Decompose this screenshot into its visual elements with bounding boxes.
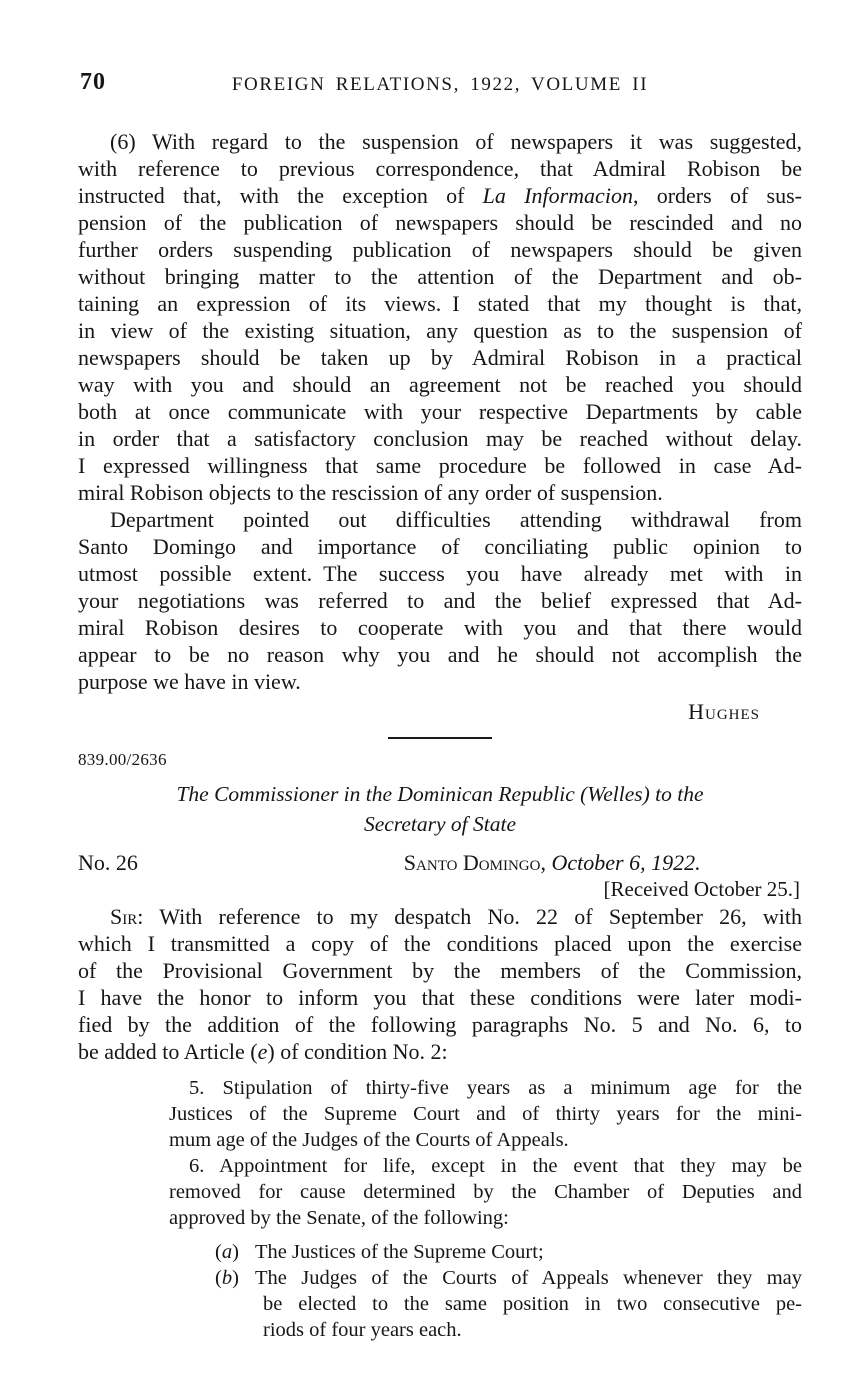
text-line: Sir: With reference to my despatch No. 22 of September 26, with <box>110 904 802 929</box>
dateline-place: Santo Domingo, <box>403 850 546 875</box>
page-header <box>78 69 802 100</box>
list-marker: (a) <box>215 1241 239 1263</box>
telegram-body <box>78 128 802 695</box>
text-line: Department pointed out difficulties attending withdrawal from <box>110 507 802 532</box>
text-line: utmost possible extent. The success you have already met with in <box>78 561 802 586</box>
text-line: be added to Article (e) of condition No. 2: <box>78 1039 448 1064</box>
text-line: I expressed willingness that same procedure be followed in case Ad- <box>78 453 802 478</box>
text-line: purpose we have in view. <box>78 669 301 694</box>
text-line: taining an expression of its views. I stated that my thought is that, <box>78 291 802 316</box>
paragraph <box>78 903 802 1065</box>
paragraph <box>215 1265 802 1343</box>
text-line: removed for cause determined by the Chamber of Deputies and <box>169 1181 802 1203</box>
text-line: 5. Stipulation of thirty-five years as a minimum age for the <box>189 1077 802 1099</box>
paragraph <box>78 128 802 506</box>
running-header: FOREIGN RELATIONS, 1922, VOLUME II <box>231 74 649 95</box>
file-number: 839.00/2636 <box>78 750 167 769</box>
paragraph <box>169 1075 802 1153</box>
text-line: your negotiations was referred to and the belief expressed that Ad- <box>78 588 802 613</box>
despatch-body <box>78 903 802 1065</box>
despatch-extract <box>169 1075 802 1343</box>
text-line: Justices of the Supreme Court and of thirty years for the mini- <box>169 1103 802 1125</box>
text-line: (b) The Judges of the Courts of Appeals whenever they may <box>215 1267 802 1289</box>
text-line: instructed that, with the exception of La Informacion, orders of sus- <box>78 183 802 208</box>
text-line: way with you and should an agreement not be reached you should <box>78 372 802 397</box>
paragraph <box>78 506 802 695</box>
signature-hughes: Hughes <box>688 699 760 724</box>
text-line: (a) The Justices of the Supreme Court; <box>215 1241 544 1263</box>
text-line: without bringing matter to the attention of the Department and ob- <box>78 264 802 289</box>
text-line: miral Robison objects to the rescission of any order of suspension. <box>78 480 663 505</box>
text-line: in order that a satisfactory conclusion may be reached without delay. <box>78 426 802 451</box>
text-line: riods of four years each. <box>263 1319 462 1341</box>
section-divider <box>388 737 492 739</box>
text-line: be elected to the same position in two consecutive pe- <box>263 1293 802 1315</box>
text-line: miral Robison desires to cooperate with you and that there would <box>78 615 802 640</box>
text-line: Santo Domingo and importance of conciliating public opinion to <box>78 534 802 559</box>
text-line: approved by the Senate, of the following: <box>169 1207 509 1229</box>
text-line: 6. Appointment for life, except in the event that they may be <box>189 1155 802 1177</box>
text-line: with reference to previous correspondence, that Admiral Robison be <box>78 156 802 181</box>
text-line: both at once communicate with your respective Departments by cable <box>78 399 802 424</box>
text-line: fied by the addition of the following paragraphs No. 5 and No. 6, to <box>78 1012 802 1037</box>
document-heading-line: Secretary of State <box>363 812 517 836</box>
document-heading <box>78 779 802 839</box>
text-line: of the Provisional Government by the members of the Commission, <box>78 958 802 983</box>
text-line: appear to be no reason why you and he should not accomplish the <box>78 642 802 667</box>
text-line: pension of the publication of newspapers should be rescinded and no <box>78 210 802 235</box>
dateline-row <box>78 849 802 876</box>
dateline <box>404 849 701 876</box>
paragraph <box>169 1153 802 1231</box>
text-line: I have the honor to inform you that these conditions were later modi- <box>78 985 802 1010</box>
received-note: [Received October 25.] <box>603 877 800 901</box>
page-number: 70 <box>80 69 106 95</box>
text-line: in view of the existing situation, any question as to the suspension of <box>78 318 802 343</box>
text-line: which I transmitted a copy of the conditions placed upon the exercise <box>78 931 802 956</box>
document-heading-line: The Commissioner in the Dominican Republic (Welles) to the <box>176 782 704 806</box>
despatch-number: No. 26 <box>78 850 138 875</box>
text-line: mum age of the Judges of the Courts of Appeals. <box>169 1129 569 1151</box>
text-line: newspapers should be taken up by Admiral Robison in a practical <box>78 345 802 370</box>
text-line: (6) With regard to the suspension of newspapers it was suggested, <box>110 129 802 154</box>
dateline-date: October 6, 1922. <box>551 850 701 875</box>
list-marker: (b) <box>215 1267 239 1289</box>
paragraph <box>215 1239 802 1265</box>
text-line: further orders suspending publication of newspapers should be given <box>78 237 802 262</box>
